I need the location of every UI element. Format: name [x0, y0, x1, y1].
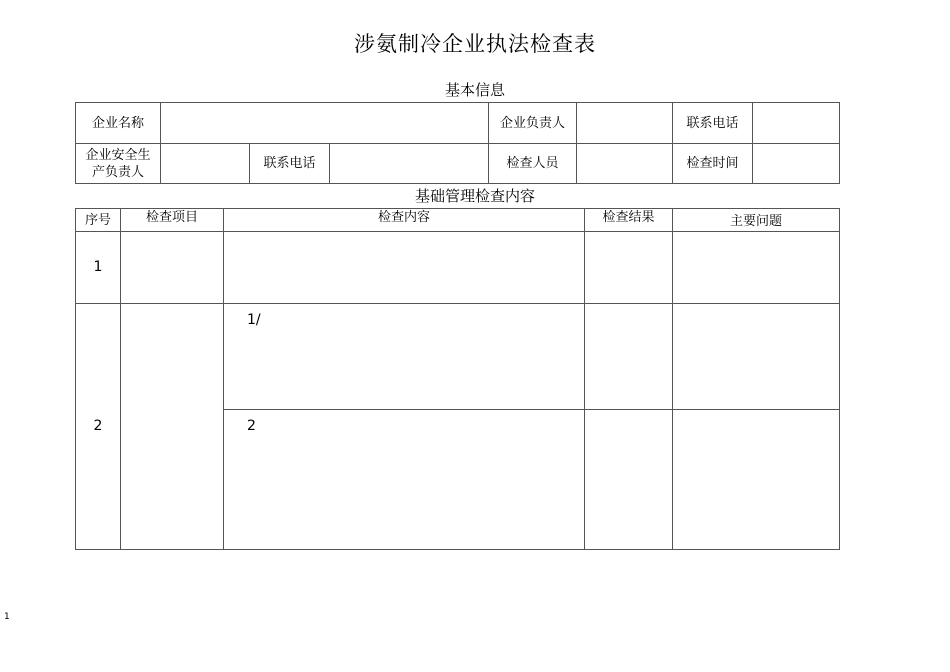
company-head-label: 企业负责人: [499, 115, 565, 131]
table-border: [75, 183, 840, 184]
inspector-label: 检查人员: [506, 156, 559, 171]
row-result-cell[interactable]: [585, 232, 672, 303]
inspect-time-field[interactable]: [753, 144, 839, 183]
row-content-cell[interactable]: 2: [247, 418, 256, 434]
phone-field[interactable]: [753, 103, 839, 143]
row-content-cell[interactable]: 1/: [247, 312, 261, 328]
company-head-field[interactable]: [577, 103, 672, 143]
row-seq: 2: [93, 418, 103, 434]
row-seq: 1: [93, 259, 103, 275]
row-result-cell[interactable]: [585, 304, 672, 409]
row-issues-cell[interactable]: [673, 232, 839, 303]
page-title: 涉氨制冷企业执法检查表: [354, 32, 596, 56]
company-name-field[interactable]: [161, 103, 488, 143]
column-header-content: 检查内容: [377, 209, 430, 225]
safety-head-label: 企业安全生产负责人: [85, 147, 151, 180]
phone-label: 联系电话: [686, 115, 739, 131]
inspection-heading: 基础管理检查内容: [414, 187, 535, 205]
inspect-time-label: 检查时间: [686, 156, 739, 171]
table-border: [839, 102, 840, 184]
basic-info-heading: 基本信息: [444, 81, 505, 99]
row-issues-cell[interactable]: [673, 410, 839, 549]
table-border: [839, 208, 840, 550]
row-content-cell[interactable]: [224, 232, 584, 303]
page-number: 1: [4, 612, 10, 622]
table-border: [75, 549, 840, 550]
column-header-item: 检查项目: [145, 209, 198, 225]
column-header-issues: 主要问题: [729, 213, 782, 229]
column-header-seq: 序号: [84, 212, 111, 228]
row-item-cell[interactable]: [121, 232, 223, 303]
row-result-cell[interactable]: [585, 410, 672, 549]
company-name-label: 企业名称: [91, 115, 144, 131]
phone-label: 联系电话: [263, 156, 316, 171]
row-issues-cell[interactable]: [673, 304, 839, 409]
row-item-cell[interactable]: [121, 304, 223, 549]
inspector-field[interactable]: [577, 144, 672, 183]
column-header-result: 检查结果: [602, 209, 655, 225]
phone-field[interactable]: [330, 144, 488, 183]
safety-head-field[interactable]: [161, 144, 249, 183]
